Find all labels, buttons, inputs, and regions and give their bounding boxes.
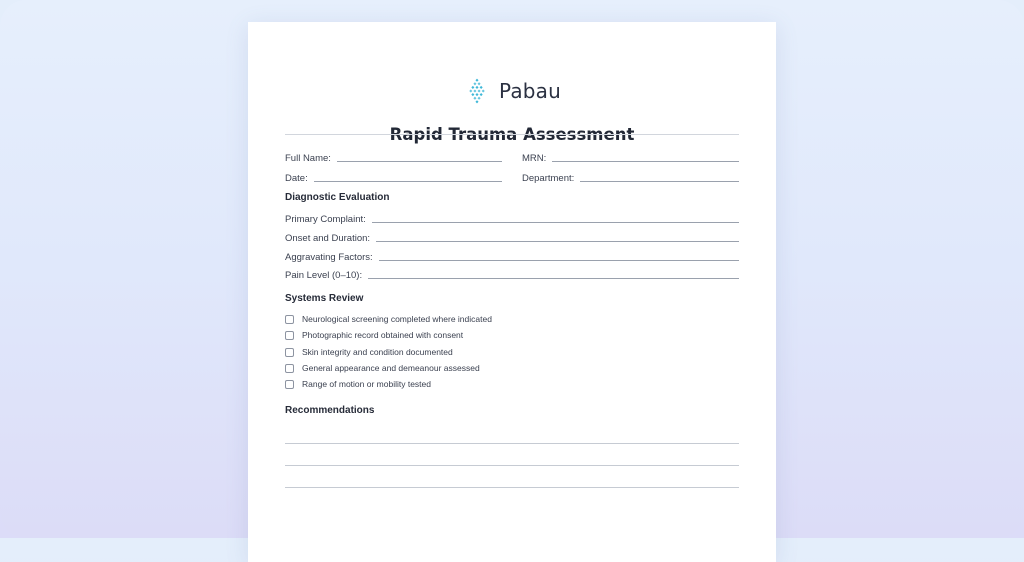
primary-complaint-label: Primary Complaint: [285, 214, 366, 225]
checklist-item-label: Range of motion or mobility tested [302, 379, 431, 389]
onset-duration-input-line[interactable] [376, 241, 739, 242]
logo-dot [480, 86, 483, 89]
logo-dot [482, 89, 485, 92]
mrn-field[interactable] [522, 150, 739, 164]
diagnostic-evaluation-heading: Diagnostic Evaluation [285, 192, 390, 203]
department-label: Department: [522, 173, 575, 184]
logo-dot [477, 97, 480, 100]
logo-dot [475, 79, 478, 82]
pain-level-input-line[interactable] [368, 278, 739, 279]
mrn-input-line[interactable] [552, 161, 739, 162]
logo-dot [471, 93, 474, 96]
checklist-item[interactable] [285, 379, 431, 389]
checkbox[interactable] [285, 331, 294, 340]
pain-level-field[interactable] [285, 267, 739, 281]
recommendations-line-1[interactable] [285, 443, 739, 444]
aggravating-factors-field[interactable] [285, 249, 739, 263]
logo-dot [475, 93, 478, 96]
checklist-item[interactable] [285, 314, 492, 324]
logo-dot [473, 89, 476, 92]
logo-dot [480, 93, 483, 96]
form-sheet [248, 22, 776, 562]
department-input-line[interactable] [580, 181, 739, 182]
primary-complaint-field[interactable] [285, 211, 739, 225]
date-input-line[interactable] [314, 181, 502, 182]
checklist-item-label: Photographic record obtained with consent [302, 330, 464, 340]
onset-duration-field[interactable] [285, 230, 739, 244]
onset-duration-label: Onset and Duration: [285, 233, 371, 244]
systems-review-heading: Systems Review [285, 293, 364, 304]
checkbox[interactable] [285, 364, 294, 373]
mrn-label: MRN: [522, 153, 547, 164]
full-name-field[interactable] [285, 150, 502, 164]
aggravating-factors-input-line[interactable] [379, 260, 739, 261]
primary-complaint-input-line[interactable] [372, 222, 739, 223]
logo-dot [477, 89, 480, 92]
diamond-dots-logo-icon [463, 77, 491, 105]
logo-dot [477, 82, 480, 85]
form-title: Rapid Trauma Assessment [389, 125, 635, 144]
brand-logo [248, 77, 776, 105]
logo-dot [475, 86, 478, 89]
checklist-item-label: General appearance and demeanour assessed [302, 363, 480, 373]
title-divider [285, 134, 739, 135]
logo-dot [471, 86, 474, 89]
checkbox[interactable] [285, 315, 294, 324]
recommendations-heading: Recommendations [285, 405, 375, 416]
checklist-item-label: Skin integrity and condition documented [302, 347, 453, 357]
brand-name: Pabau [498, 79, 562, 103]
department-field[interactable] [522, 170, 739, 184]
checklist-item-label: Neurological screening completed where indicated [302, 314, 492, 324]
checkbox[interactable] [285, 348, 294, 357]
logo-dot [473, 82, 476, 85]
checkbox[interactable] [285, 380, 294, 389]
aggravating-factors-label: Aggravating Factors: [285, 252, 373, 263]
date-label: Date: [285, 173, 308, 184]
full-name-label: Full Name: [285, 153, 331, 164]
checklist-item[interactable] [285, 363, 480, 373]
logo-dot [473, 97, 476, 100]
recommendations-line-2[interactable] [285, 465, 739, 466]
logo-dot [475, 100, 478, 103]
logo-dot [469, 89, 472, 92]
checklist-item[interactable] [285, 330, 463, 340]
recommendations-line-3[interactable] [285, 487, 739, 488]
date-field[interactable] [285, 170, 502, 184]
full-name-input-line[interactable] [337, 161, 502, 162]
checklist-item[interactable] [285, 347, 453, 357]
pain-level-label: Pain Level (0–10): [285, 270, 363, 281]
